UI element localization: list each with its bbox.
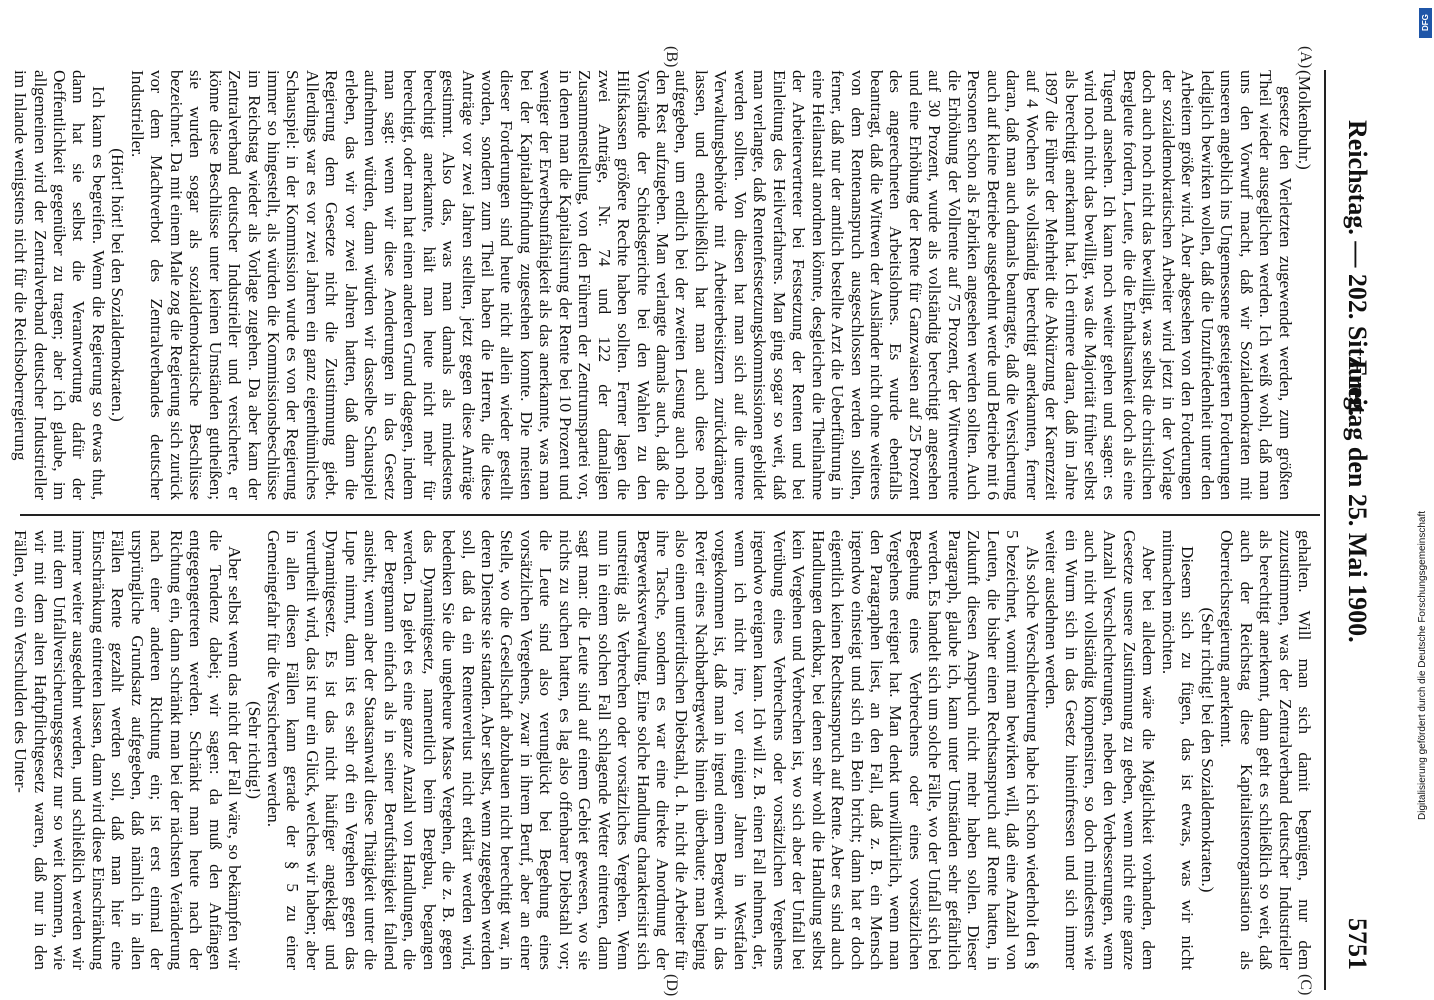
header-session: Reichstag. — 202. Sitzung. xyxy=(1343,120,1372,417)
paragraph: (Sehr richtig!) xyxy=(244,701,264,799)
margin-marker-a: (A) xyxy=(1297,46,1314,69)
column-divider xyxy=(20,514,1320,516)
paragraph: (Hört! hört! bei den Sozialdemokraten.) xyxy=(108,148,128,422)
paragraph: Ich kann es begreifen. Wenn die Regierung so etwas thut, dann hat sie selbst die Verantwortung dafür der Oeffentlichkeit gegenüber zu tragen; aber ich glaube, im allgemeinen wird der Zentralverband deutscher Industrieller im Inlande wenigstens nicht für die Reichsoberregierung xyxy=(11,70,108,500)
paragraph: Als solche Verschlechterung habe ich schon wiederholt den § 5 bezeichnet, womit man bewirken will, daß eine Anzahl von Leuten, die bisher einen Rechtsanspruch auf Rente hatten, in Zukunft diesen Anspruch nicht mehr haben sollen. Dieser Paragraph, glaube ich, kann unter Umständen sehr gefährlich werden. Es handelt sich um solche Fälle, wo der Unfall sich bei Begehung eines Verbrechens oder eines vorsätzlichen Vergehens ereignet hat. Man denkt unwillkürlich, wenn man den Paragraphen liest, an den Fall, daß z. B. ein Mensch irgendwo einsteigt und sich ein Bein bricht; dann hat er doch eigentlich keinen Rechtsanspruch auf Rente. Aber es sind auch Handlungen denkbar, bei denen sehr wohl die Handlung selbst kein Vergehen und Verbrechen ist, wo sich aber der Unfall bei Verübung eines Verbrechens oder vorsätzlichen Vergehens irgendwo ereignen kann. Ich will z. B. einen Fall nehmen, der, wenn ich nicht irre, vor einigen Jahren in Westfalen vorgekommen ist, daß man in irgend einem Bergwerk in das Revier eines Nachbarbergwerks hinein überbaute; man beging also einen unterirdischen Diebstahl, d. h. nicht die Arbeiter für ihre Tasche, sondern es war eine direkte Anordnung der Bergwerksverwaltung. Eine solche Handlung charakterisirt sich unstreitig als Verbrechen oder vorsätzliches Vergehen. Wenn nun in einem solchen Fall schlagende Wetter eintreten, dann sagt man: die Leute sind auf einem Gebiet gewesen, wo sie nichts zu suchen hatten, es lag also offenbarer Diebstahl vor; die Leute sind also verunglückt bei Begehung eines vorsätzlichen Vergehens, zwar in ihrem Beruf, aber an einer Stelle, wo die Gesellschaft abzubauen nicht berechtigt war, in deren Dienste sie standen. Aber selbst, wenn zugegeben werden soll, daß da ein Rentenverlust nicht erklärt werden wird, bedenken Sie die ungeheure Masse Vergehen, die z. B. gegen das Dynamitgesetz, namentlich beim Bergbau, begangen werden. Da giebt es eine ganze Anzahl von Handlungen, die der Bergmann einfach als in seiner Berufsthätigkeit fallend ansieht; wenn aber der Staatsanwalt diese Thätigkeit unter die Lupe nimmt, dann ist es sehr oft ein Vergehen gegen das Dynamitgesetz. Es ist das nicht häufiger angeklagt und verurtheilt wird, das ist nur ein Glück, welches wir haben; aber in allen diesen Fällen kann gerade der § 5 zu einer Gemeingefahr für die Versicherten werden. xyxy=(263,530,1042,970)
header-rule xyxy=(1324,70,1326,990)
digitization-credit: Digitalisierung gefördert durch die Deutsche Forschungsgemeinschaft xyxy=(1417,510,1428,820)
dfg-logo: DFG xyxy=(1419,8,1432,38)
paragraph: (Sehr richtig! bei den Sozialdemokraten.) xyxy=(1197,607,1217,893)
header-date: Freitag den 25. Mai 1900. xyxy=(1343,360,1372,643)
paragraph: gehalten. Will man sich damit begnügen, nur dem zuzustimmen, was der Zentralverband deutscher Industrieller als berechtigt anerkennt, dann geht es schließlich so weit, daß auch der Reichstag diese Kapitalistenorganisation als Oberreichsregierung anerkennt. xyxy=(1217,530,1314,970)
margin-marker-c: (C) xyxy=(1297,974,1314,996)
margin-marker-b: (B) xyxy=(663,46,680,68)
paragraph: Aber bei alledem wäre die Möglichkeit vorhanden, dem Gesetze unsere Zustimmung zu geben, wenn nicht eine ganze Anzahl Verschlechterungen, neben den Verbesserungen, wenn auch nicht vollständig kompensiren, so doch mindestens wie ein Wurm sich in das Gesetz hineinfressen und sich immer weiter ausdehnen werden. xyxy=(1042,530,1159,970)
paragraph: (Molkenbuhr.) xyxy=(1295,70,1314,170)
paragraph: Aber selbst wenn das nicht der Fall wäre, so bekämpfen wir die Tendenz dabei; wir sagen: da muß den Anfängen entgegengetreten werden. Schränkt man heute nach der Richtung ein, dann schränkt man bei der nächsten Veränderung nach einer anderen Richtung ein; ist erst einmal der ursprüngliche Grundsatz aufgegeben, daß nämlich in allen Fällen Rente gezahlt werden soll, daß man hier eine Einschränkung eintreten lassen, dann wird diese Einschränkung immer weiter ausgedehnt werden, und schließlich werden wir mit dem Unfallversicherungsgesetz nur so weit kommen, wie wir mit dem alten Haftpflichtgesetz waren, daß nur in den Fällen, wo ein Verschulden des Unter- xyxy=(11,530,245,970)
paragraph: Diesem sich zu fügen, das ist etwas, was wir nicht mitmachen möchten. xyxy=(1158,530,1198,970)
right-text-column xyxy=(11,530,1314,970)
left-text-column xyxy=(11,70,1314,500)
margin-marker-d: (D) xyxy=(663,974,680,997)
page-header xyxy=(1328,60,1382,980)
paragraph: gesetze den Verletzten zugewendet werden, zum größten Theil wieder ausgeglichen werden. Ich weiß wohl, daß man uns den Vorwurf macht, daß wir Sozialdemokraten mit unseren angeblich ins Ungemessene gesteigerten Forderungen lediglich bewirken wollen, daß die Unzufriedenheit unter den Arbeitern größer wird. Aber abgesehen von den Forderungen der sozialdemokratischen Arbeiter wird jetzt in der Vorlage doch auch noch nicht das bewilligt, was selbst die christlichen Bergleute fordern, Leute, die die Enthaltsamkeit doch als eine Tugend ansehen. Ich kann noch weiter gehen und sagen: es wird noch nicht das bewilligt, was die Majorität früher selbst als berechtigt anerkannt hat. Ich erinnere daran, daß im Jahre 1897 die Führer der Mehrheit die Abkürzung der Karenzzeit auf 4 Wochen als vollständig berechtigt anerkannten, ferner daran, daß man auch damals beantragte, daß die Versicherung auch auf kleine Betriebe ausgedehnt werde und Betriebe mit 6 Personen schon als Fabriken angesehen werden sollten. Auch die Erhöhung der Vollrente auf 75 Prozent, der Wittwenrente auf 30 Prozent, wurde als vollständig berechtigt angesehen und eine Erhöhung der Rente für Ganzwaisen auf 25 Prozent des angerechneten Arbeitslohnes. Es wurde ebenfalls beantragt, daß die Wittwen der Ausländer nicht ohne weiteres von dem Rentenanspruch ausgeschlossen werden sollten, ferner, daß nur der amtlich bestellte Arzt die Ueberführung in eine Heilanstalt anordnen könnte, desgleichen die Theilnahme der Arbeitervertreter bei Festsetzung der Renten und bei Einleitung des Heilverfahrens. Man ging sogar so weit, daß man verlangte, daß Rentenfestsetzungskommissionen gebildet werden sollten. Von diesen hat man sich auf die untere Verwaltungsbehörde mit Arbeiterbeisitzern zurückdrängen lassen, und endschließlich hat man auch diese noch aufgegeben, um endlich bei der zweiten Lesung auch noch den Rest aufzugeben. Man verlangte damals auch, daß die Vorstände der Schiedsgerichte bei den Wahlen zu den Hilfskassen größere Rechte haben sollten. Ferner lagen die zwei Anträge, Nr. 74 und 122 der damaligen Zusammenstellung, von den Führern der Zentrumspartei vor, in denen man die Kapitalisirung der Rente bei 10 Prozent und weniger der Erwerbsunfähigkeit als das anerkannte, was man bei der Kapitalabfindung zugestehen konnte. Die meisten dieser Forderungen sind heute nicht allein wieder gestellt worden, sondern zum Theil haben die Herren, die diese Anträge vor zwei Jahren stellten, jetzt gegen diese Anträge gestimmt. Also das, was man damals als mindestens berechtigt anerkannte, hält man heute nicht mehr für berechtigt, oder man hat einen anderen Grund dagegen, indem man sagt: wenn wir diese Aenderungen in das Gesetz aufnehmen würden, dann würden wir dasselbe Schauspiel erleben, das wir vor zwei Jahren hatten, daß dann die Regierung dem Gesetze nicht die Zustimmung giebt. Allerdings war es vor zwei Jahren ein ganz eigenthümliches Schauspiel: in der Kommission wurde es von der Regierung immer so hingestellt, als würden die Kommissionsbeschlüsse im Reichstag wieder als Vorlage zugehen. Da aber kam der Zentralverband deutscher Industrieller und versicherte, er könne diese Beschlüsse unter keinen Umständen gutheißen; sie wurden sogar als sozialdemokratische Beschlüsse bezeichnet. Da mit einem Male zog die Regierung sich zurück vor dem Machtverbot des Zentralverbandes deutscher Industrieller. xyxy=(127,70,1295,500)
header-page-number: 5751 xyxy=(1343,918,1372,970)
